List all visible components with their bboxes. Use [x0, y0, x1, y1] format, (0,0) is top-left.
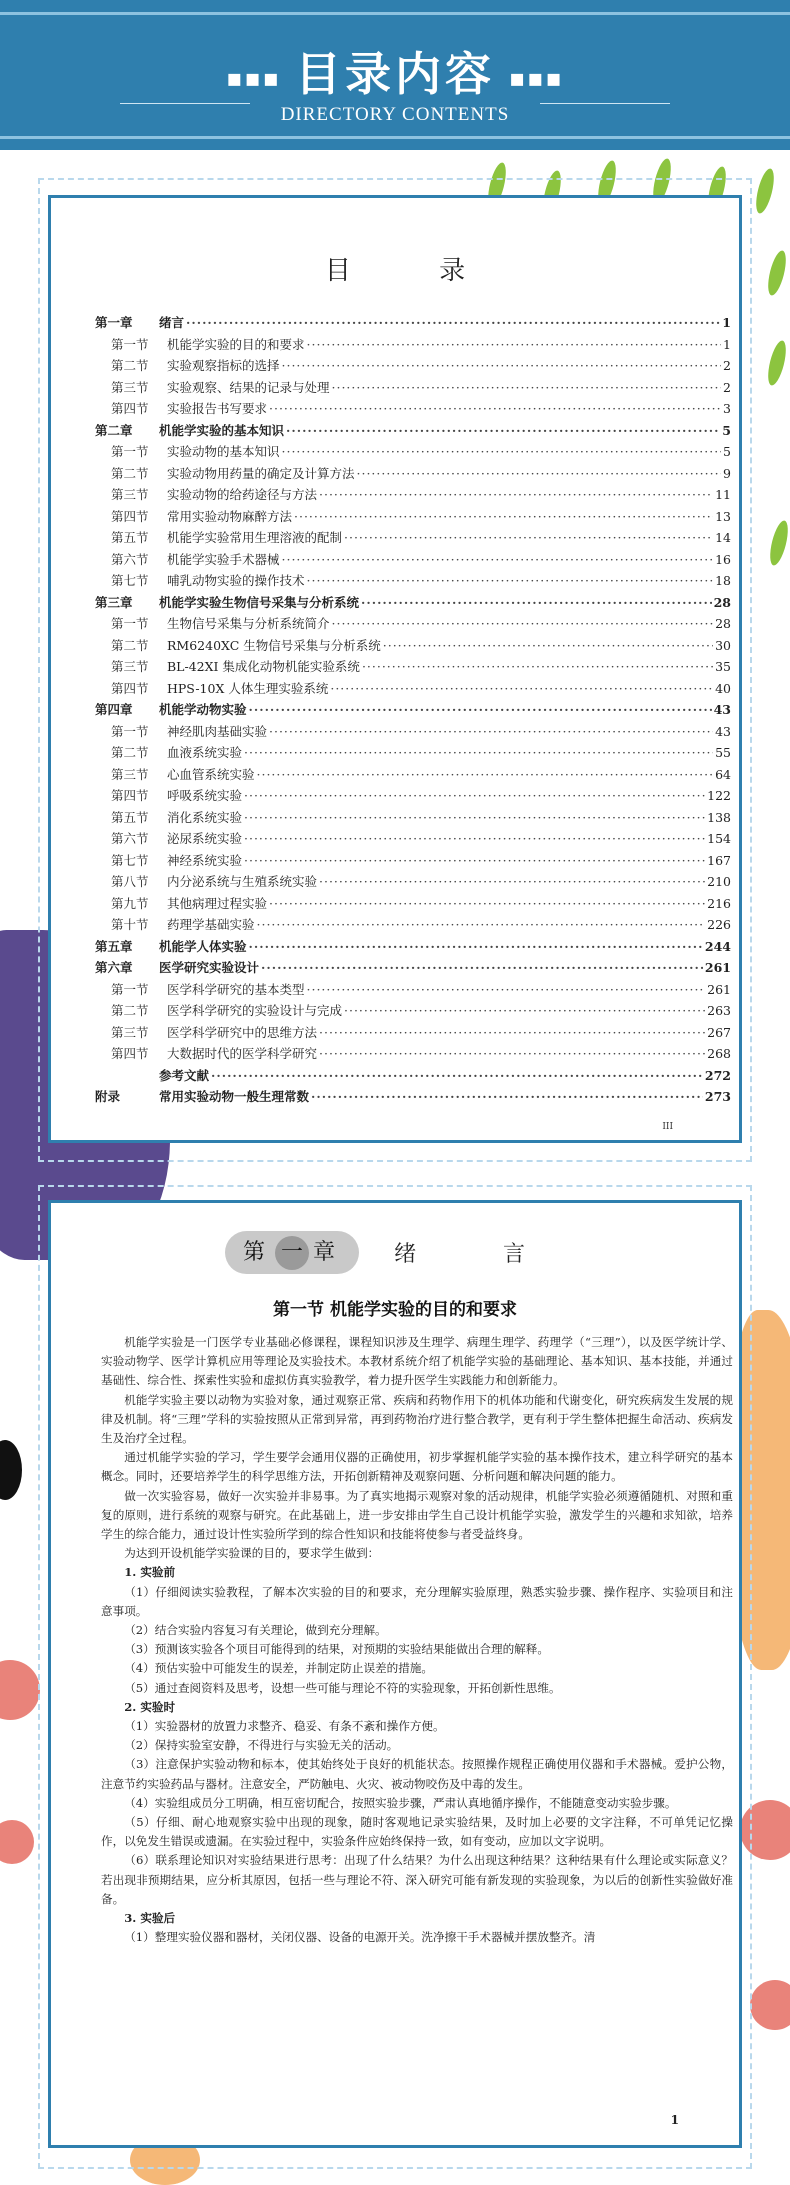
toc-entry-title [95, 593, 359, 611]
toc-leader-dots [282, 358, 722, 373]
toc-entry-page: 2 [723, 379, 731, 395]
toc-entry-text: 消化系统实验 [167, 809, 243, 825]
toc-entry-title [111, 1023, 317, 1041]
toc-entry-page: 268 [707, 1046, 731, 1061]
toc-entry-page: 18 [715, 573, 731, 588]
toc-entry-page: 210 [707, 874, 731, 889]
toc-leader-dots [257, 767, 714, 782]
toc-entry[interactable] [95, 356, 731, 378]
toc-entry[interactable] [95, 829, 731, 851]
toc-list [95, 313, 731, 1109]
toc-leader-dots [269, 724, 713, 739]
toc-leader-dots [249, 939, 703, 954]
toc-entry[interactable] [95, 1087, 731, 1109]
toc-entry[interactable] [95, 313, 731, 335]
toc-entry[interactable] [95, 743, 731, 765]
toc-entry[interactable] [95, 915, 731, 937]
toc-entry[interactable] [95, 700, 731, 722]
toc-entry[interactable] [95, 442, 731, 464]
body-subheading: 1. 实验前 [124, 1565, 176, 1580]
toc-entry[interactable] [95, 485, 731, 507]
toc-entry-text: 实验报告书写要求 [167, 401, 268, 416]
toc-entry-title [95, 937, 247, 955]
toc-entry-number: 第六章 [95, 960, 133, 975]
toc-entry-number: 第二节 [111, 1003, 149, 1018]
toc-entry-text: 心血管系统实验 [167, 766, 255, 782]
body-paragraph: 做一次实验容易，做好一次实验并非易事。为了真实地揭示观察对象的活动规律，机能学实验必须遵循随机、对照和重复的原则，进行系统的观察与研究。在此基础上，进一步安排由学生自己设计机能学实验，激发学生的兴趣和求知欲，培养学生的综合能力，通过设计性实验所学到的综合性知识和技能将使参与者受益终身。 [101, 1488, 733, 1542]
toc-entry-text: 机能学实验生物信号采集与分析系统 [159, 594, 360, 610]
toc-entry-text: 神经肌肉基础实验 [167, 723, 268, 739]
toc-entry-title [111, 851, 242, 869]
toc-leader-dots [319, 1046, 705, 1061]
toc-entry-number: 第三节 [111, 379, 149, 395]
body-paragraph: （3）预测该实验各个项目可能得到的结果，对预期的实验结果能做出合理的解释。 [124, 1642, 549, 1657]
body-paragraph: （1）仔细阅读实验教程，了解本次实验的目的和要求，充分理解实验原理，熟悉实验步骤、操作程序、实验项目和注意事项。 [101, 1584, 733, 1618]
toc-leader-dots [332, 616, 714, 631]
banner-dots-left: ▪▪▪ [226, 63, 281, 92]
chapter-pill-left: 第 [242, 1240, 271, 1265]
toc-entry-text: 医学科学研究中的思维方法 [167, 1024, 318, 1040]
body-paragraph: 机能学实验主要以动物为实验对象，通过观察正常、疾病和药物作用下的机体功能和代谢变化，研究疾病发生发展的规律及机制。将“三理”学科的实验按照从正常到异常，再到药物治疗进行整合教学，更有利于学生整体把握生命活动、疾病发生及治疗全过程。 [101, 1392, 733, 1446]
body-subheading: 3. 实验后 [124, 1911, 176, 1926]
body-text [101, 1333, 733, 1948]
toc-entry-text: 实验动物的基本知识 [167, 444, 280, 459]
toc-entry-number: 第二章 [95, 422, 133, 438]
toc-entry[interactable] [95, 722, 731, 744]
toc-entry-text: RM6240XC 生物信号采集与分析系统 [167, 637, 381, 653]
body-paragraph: （6）联系理论知识对实验结果进行思考：出现了什么结果？为什么出现这种结果？这种结果有什么理论或实际意义？若出现非预期结果，应分析其原因，包括一些与理论不符、深入研究可能有新发现的实验现象，为以后的创新性实验做好准备。 [101, 1853, 733, 1906]
toc-entry-text: 内分泌系统与生殖系统实验 [167, 874, 318, 889]
body-paragraph: （1）实验器材的放置力求整齐、稳妥、有条不紊和操作方便。 [124, 1719, 445, 1734]
toc-entry-text: 医学科学研究的基本类型 [167, 981, 305, 997]
toc-leader-dots [307, 573, 714, 588]
chapter-page [48, 1200, 742, 2148]
toc-entry-text: 参考文献 [159, 1067, 210, 1083]
toc-entry[interactable] [95, 571, 731, 593]
toc-entry-title [95, 700, 247, 718]
toc-entry[interactable] [95, 894, 731, 916]
toc-entry-number: 第五章 [95, 938, 133, 954]
toc-entry[interactable] [95, 679, 731, 701]
toc-entry[interactable] [95, 593, 731, 615]
chapter-number-pill [225, 1231, 359, 1274]
toc-entry-title [95, 958, 259, 976]
toc-entry[interactable] [95, 528, 731, 550]
toc-leader-dots [330, 681, 713, 696]
toc-entry-title [111, 894, 267, 912]
toc-entry-text: 机能学实验手术器械 [167, 551, 280, 567]
toc-entry-number: 第一节 [111, 981, 149, 997]
toc-entry-number: 第三节 [111, 1024, 149, 1040]
body-paragraph: 为达到开设机能学实验课的目的，要求学生做到： [124, 1546, 380, 1561]
toc-entry-page: 28 [715, 616, 731, 631]
toc-entry-number: 第五节 [111, 530, 149, 545]
toc-entry-title [111, 636, 381, 654]
toc-entry-title [111, 722, 267, 740]
toc-entry-text: 医学研究实验设计 [159, 960, 260, 975]
toc-entry[interactable] [95, 1023, 731, 1045]
toc-entry[interactable] [95, 1001, 731, 1023]
toc-entry-page: 261 [704, 960, 731, 975]
toc-entry-text: 实验动物的给药途径与方法 [167, 487, 318, 502]
toc-entry-number: 第八节 [111, 874, 149, 889]
toc-entry-text: 常用实验动物麻醉方法 [167, 508, 293, 524]
toc-entry-page: 273 [704, 1089, 731, 1104]
banner-stripe-top [0, 12, 790, 15]
toc-entry-page: 1 [723, 336, 731, 352]
chapter-header [51, 1231, 739, 1274]
toc-entry-number: 第一节 [111, 723, 149, 739]
salmon-circle-decoration [750, 1980, 790, 2030]
toc-entry-number: 第四节 [111, 401, 149, 416]
toc-entry-page: 28 [713, 594, 731, 610]
toc-leader-dots [332, 380, 722, 395]
toc-leader-dots [311, 1089, 703, 1104]
chapter-pill-right: 章 [312, 1240, 341, 1265]
toc-entry-title [111, 571, 305, 589]
toc-entry-number: 附录 [95, 1089, 121, 1104]
black-dot-decoration [0, 1440, 22, 1500]
toc-entry-page: 272 [704, 1067, 731, 1083]
toc-entry-page: 11 [715, 487, 731, 502]
toc-entry-title [95, 1087, 309, 1105]
toc-entry-text: 绪言 [159, 315, 185, 330]
body-paragraph: 通过机能学实验的学习，学生要学会通用仪器的正确使用，初步掌握机能学实验的基本操作技术，建立科学研究的基本概念。同时，还要培养学生的科学思维方法，开拓创新精神及观察问题、分析问题和解决问题的能力。 [101, 1450, 733, 1484]
banner-title-text: 目录内容 [295, 47, 495, 101]
toc-entry-number: 第四节 [111, 1046, 149, 1061]
toc-entry-text: 呼吸系统实验 [167, 788, 243, 803]
toc-leader-dots [186, 315, 720, 330]
toc-heading: 目 录 [324, 256, 506, 286]
toc-entry-title [111, 1001, 342, 1019]
toc-entry-title [111, 980, 305, 998]
toc-leader-dots [269, 896, 705, 911]
toc-entry-number: 第三节 [111, 766, 149, 782]
toc-entry[interactable] [95, 1044, 731, 1066]
toc-entry-number: 第四节 [111, 788, 149, 803]
toc-entry-text: 机能学实验常用生理溶液的配制 [167, 530, 343, 545]
toc-entry-text: 机能学实验的基本知识 [159, 422, 285, 438]
toc-entry-title [95, 1066, 209, 1084]
toc-entry-page: 35 [715, 659, 731, 674]
body-paragraph: （1）整理实验仪器和器材，关闭仪器、设备的电源开关。洗净擦干手术器械并摆放整齐。清 [124, 1930, 596, 1945]
banner-stripe-bottom [0, 136, 790, 139]
toc-entry-number: 第一节 [111, 336, 149, 352]
toc-leader-dots [307, 982, 706, 997]
toc-leader-dots [244, 810, 705, 825]
toc-entry-page: 226 [707, 917, 731, 932]
toc-entry-title [111, 657, 360, 675]
toc-entry-number: 第七节 [111, 573, 149, 588]
toc-entry-number: 第七节 [111, 852, 149, 868]
toc-leader-dots [361, 595, 712, 610]
toc-entry-page: 1 [722, 315, 731, 330]
toc-entry[interactable] [95, 464, 731, 486]
toc-entry-text: 药理学基础实验 [167, 917, 255, 932]
toc-leader-dots [257, 917, 706, 932]
toc-entry-text: 其他病理过程实验 [167, 895, 268, 911]
toc-entry-number: 第二节 [111, 637, 149, 653]
toc-entry-page: 43 [713, 702, 731, 717]
green-leaf-decoration [765, 249, 790, 297]
toc-leader-dots [319, 1025, 705, 1040]
toc-entry-page: 40 [715, 680, 731, 696]
toc-entry-text: 生物信号采集与分析系统简介 [167, 616, 330, 631]
body-paragraph: 机能学实验是一门医学专业基础必修课程，课程知识涉及生理学、病理生理学、药理学（“三理”），以及医学统计学、实验动物学、医学计算机应用等理论及实验技术。本教材系统介绍了机能学实验的基础理论、基本知识、基本技能，并通过基础性、综合性、探索性实验和虚拟仿真实验教学，着力提升医学生实践能力和创新能力。 [101, 1335, 733, 1388]
toc-entry[interactable] [95, 335, 731, 357]
body-paragraph: （5）仔细、耐心地观察实验中出现的现象，随时客观地记录实验结果，及时加上必要的文字注释，不可单凭记忆操作，以免发生错误或遗漏。在实验过程中，实验条件应始终保持一致，如有变动，应加以文字说明。 [101, 1815, 733, 1849]
toc-entry-page: 5 [722, 422, 731, 438]
toc-entry-page: 16 [715, 551, 731, 567]
toc-entry-text: HPS-10X 人体生理实验系统 [167, 680, 329, 696]
toc-leader-dots [294, 509, 713, 524]
toc-entry-number: 第一节 [111, 444, 149, 459]
toc-entry-number: 第一章 [95, 315, 133, 330]
header-banner [0, 0, 790, 150]
toc-entry-number: 第九节 [111, 895, 149, 911]
body-subheading: 2. 实验时 [124, 1699, 176, 1714]
toc-leader-dots [244, 745, 713, 760]
banner-title [0, 38, 790, 104]
toc-entry[interactable] [95, 657, 731, 679]
toc-entry-number: 第三节 [111, 659, 149, 674]
body-paragraph: （4）实验组成员分工明确，相互密切配合，按照实验步骤，严肃认真地循序操作，不能随意变动实验步骤。 [124, 1795, 677, 1810]
body-paragraph: （5）通过查阅资料及思考，设想一些可能与理论不符的实验现象，开拓创新性思维。 [124, 1680, 561, 1695]
toc-entry-title [95, 313, 184, 331]
toc-entry-title [111, 507, 292, 525]
toc-entry-title [111, 915, 255, 933]
toc-entry-text: 神经系统实验 [167, 852, 243, 868]
toc-entry-title [111, 464, 355, 482]
toc-entry-page: 263 [707, 1003, 731, 1018]
toc-entry-page: 167 [707, 852, 731, 868]
toc-leader-dots [357, 466, 722, 481]
toc-entry-title [111, 786, 242, 804]
toc-leader-dots [319, 874, 705, 889]
body-paragraph: （4）预估实验中可能发生的误差，并制定防止误差的措施。 [124, 1661, 434, 1676]
toc-entry-page: 5 [723, 444, 731, 459]
toc-entry-title [111, 528, 342, 546]
toc-entry-title [95, 421, 284, 439]
toc-entry[interactable] [95, 786, 731, 808]
toc-leader-dots [362, 659, 713, 674]
toc-entry-text: 哺乳动物实验的操作技术 [167, 573, 305, 588]
toc-entry-text: 大数据时代的医学科学研究 [167, 1046, 318, 1061]
toc-entry-title [111, 1044, 317, 1062]
toc-entry[interactable] [95, 636, 731, 658]
toc-leader-dots [383, 638, 713, 653]
toc-entry[interactable] [95, 937, 731, 959]
toc-entry[interactable] [95, 399, 731, 421]
toc-entry-title [111, 356, 280, 374]
toc-entry[interactable] [95, 507, 731, 529]
toc-entry-number: 第四节 [111, 508, 149, 524]
toc-entry-title [111, 378, 330, 396]
toc-entry-page: 9 [723, 465, 731, 481]
body-paragraph: （2）保持实验室安静，不得进行与实验无关的活动。 [124, 1738, 399, 1753]
page-number-roman: III [662, 1122, 673, 1132]
toc-entry-text: BL-42XI 集成化动物机能实验系统 [167, 659, 360, 674]
toc-entry-text: 实验观察指标的选择 [167, 358, 280, 373]
green-leaf-decoration [767, 519, 790, 567]
toc-entry-page: 216 [707, 895, 731, 911]
toc-entry-title [111, 614, 330, 632]
toc-entry-number: 第三章 [95, 594, 133, 610]
toc-leader-dots [286, 423, 720, 438]
toc-entry-text: 血液系统实验 [167, 745, 243, 760]
toc-entry-number: 第四章 [95, 702, 133, 717]
toc-leader-dots [344, 530, 713, 545]
toc-entry-title [111, 442, 280, 460]
toc-entry[interactable] [95, 958, 731, 980]
toc-entry-page: 261 [707, 981, 731, 997]
toc-entry-number: 第二节 [111, 745, 149, 760]
toc-entry[interactable] [95, 851, 731, 873]
toc-entry-title [111, 679, 328, 697]
toc-entry-page: 3 [723, 401, 731, 416]
salmon-circle-decoration [0, 1660, 40, 1720]
toc-leader-dots [249, 702, 712, 717]
toc-entry-number: 第二节 [111, 358, 149, 373]
toc-entry-text: 实验观察、结果的记录与处理 [167, 379, 330, 395]
toc-entry-title [111, 872, 317, 890]
toc-entry-page: 267 [707, 1024, 731, 1040]
toc-entry-number: 第六节 [111, 831, 149, 846]
toc-entry[interactable] [95, 765, 731, 787]
page-number: 1 [670, 2113, 679, 2127]
toc-entry[interactable] [95, 421, 731, 443]
toc-entry-number: 第五节 [111, 809, 149, 825]
toc-entry-text: 机能学动物实验 [159, 702, 247, 717]
toc-entry-text: 泌尿系统实验 [167, 831, 243, 846]
body-paragraph: （3）注意保护实验动物和标本，使其始终处于良好的机能状态。按照操作规程正确使用仪器和手术器械。爱护公物，注意节约实验药品与器材。注意安全，严防触电、火灾、被动物咬伤及中毒的发生。 [101, 1757, 733, 1791]
toc-entry-page: 13 [715, 508, 731, 524]
toc-entry[interactable] [95, 872, 731, 894]
toc-entry[interactable] [95, 1066, 731, 1088]
toc-leader-dots [307, 337, 722, 352]
toc-entry-page: 2 [723, 358, 731, 373]
toc-entry-title [111, 485, 317, 503]
toc-leader-dots [244, 788, 705, 803]
toc-entry-page: 64 [715, 766, 731, 782]
toc-entry-page: 14 [715, 530, 731, 545]
toc-entry[interactable] [95, 550, 731, 572]
toc-entry-page: 55 [715, 745, 731, 760]
toc-leader-dots [261, 960, 703, 975]
toc-entry-title [111, 550, 280, 568]
toc-entry-text: 实验动物用药量的确定及计算方法 [167, 465, 355, 481]
section-title: 第一节 机能学实验的目的和要求 [273, 1300, 517, 1320]
toc-entry-title [111, 808, 242, 826]
toc-entry-number: 第三节 [111, 487, 149, 502]
toc-entry[interactable] [95, 378, 731, 400]
toc-entry-number: 第十节 [111, 917, 149, 932]
toc-leader-dots [344, 1003, 705, 1018]
toc-entry-page: 122 [707, 788, 731, 803]
toc-entry-title [111, 399, 267, 417]
salmon-circle-decoration [0, 1820, 34, 1864]
toc-entry-page: 43 [715, 723, 731, 739]
banner-dots-right: ▪▪▪ [509, 63, 564, 92]
toc-entry-page: 154 [707, 831, 731, 846]
toc-entry-page: 244 [704, 938, 731, 954]
toc-leader-dots [282, 444, 722, 459]
banner-subtitle: DIRECTORY CONTENTS [280, 104, 510, 125]
toc-leader-dots [244, 831, 705, 846]
toc-entry-title [111, 765, 255, 783]
green-leaf-decoration [753, 167, 778, 215]
toc-entry-number: 第一节 [111, 616, 149, 631]
toc-leader-dots [282, 552, 714, 567]
toc-entry[interactable] [95, 980, 731, 1002]
toc-entry-title [111, 743, 242, 761]
toc-entry-page: 138 [707, 809, 731, 825]
toc-entry-title [111, 829, 242, 847]
toc-entry[interactable] [95, 614, 731, 636]
toc-entry-number: 第六节 [111, 551, 149, 567]
chapter-pill-mid: 一 [275, 1236, 309, 1270]
toc-entry-text: 机能学实验的目的和要求 [167, 336, 305, 352]
body-paragraph: （2）结合实验内容复习有关理论，做到充分理解。 [124, 1623, 387, 1638]
green-leaf-decoration [765, 339, 790, 387]
toc-entry[interactable] [95, 808, 731, 830]
toc-entry-page: 30 [715, 637, 731, 653]
toc-leader-dots [244, 853, 705, 868]
toc-leader-dots [211, 1068, 703, 1083]
chapter-name: 绪 言 [394, 1242, 566, 1267]
toc-leader-dots [269, 401, 721, 416]
toc-entry-number: 第四节 [111, 680, 149, 696]
toc-entry-title [111, 335, 305, 353]
toc-entry-text: 机能学人体实验 [159, 938, 247, 954]
toc-entry-text: 常用实验动物一般生理常数 [159, 1089, 310, 1104]
toc-entry-number: 第二节 [111, 465, 149, 481]
toc-entry-text: 医学科学研究的实验设计与完成 [167, 1003, 343, 1018]
toc-leader-dots [319, 487, 713, 502]
toc-page [48, 195, 742, 1143]
